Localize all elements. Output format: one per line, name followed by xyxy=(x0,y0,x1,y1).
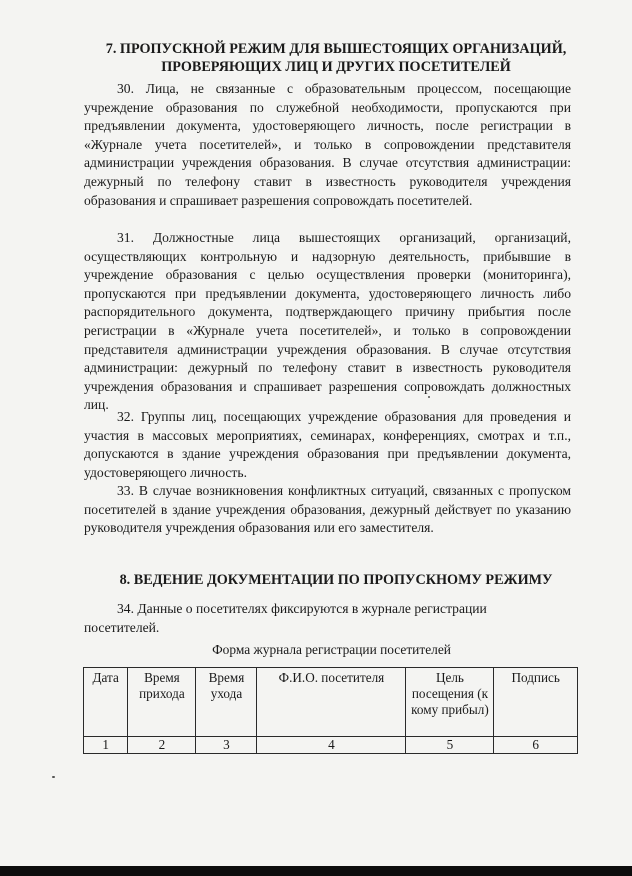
column-number: 5 xyxy=(406,737,494,754)
section-7-heading-line-1: 7. ПРОПУСКНОЙ РЕЖИМ ДЛЯ ВЫШЕСТОЯЩИХ ОРГАНИЗАЦИЙ, xyxy=(105,41,567,57)
header-departure-time: Время ухода xyxy=(196,668,257,737)
section-7-heading xyxy=(60,40,612,76)
column-number: 6 xyxy=(494,737,578,754)
header-visit-purpose: Цель посещения (к кому прибыл) xyxy=(406,668,494,737)
section-8-heading: 8. ВЕДЕНИЕ ДОКУМЕНТАЦИИ ПО ПРОПУСКНОМУ РЕЖИМУ xyxy=(119,572,553,588)
paragraph-32: 32. Группы лиц, посещающих учреждение образования для проведения и участия в массовых мероприятиях, семинарах, конференциях, смотрах и т.п., допускаются в здание учреждения образования при предъявлении документа, удостоверяющего личность. xyxy=(84,409,571,480)
column-number: 1 xyxy=(84,737,128,754)
column-number: 2 xyxy=(128,737,196,754)
paragraph-31: 31. Должностные лица вышестоящих организаций, организаций, осуществляющих контрольную и надзорную деятельность, прибывшие в учреждение образования с целью осуществления проверки (мониторинга), пропускаются при предъявлении документа, удостоверяющего личность либо распорядительного документа, подтверждающего причину прибытия после регистрации в «Журнале учета посетителей», и только в сопровождении представителя администрации учреждения образования. В случае отсутствия администрации: дежурный по телефону ставит в известность руководителя учреждения образования и спрашивает разрешения сопровождать должностных лиц. xyxy=(84,230,571,413)
header-signature: Подпись xyxy=(494,668,578,737)
scan-speck xyxy=(52,776,55,778)
header-arrival-time: Время прихода xyxy=(128,668,196,737)
section-7-heading-line-2: ПРОВЕРЯЮЩИХ ЛИЦ И ДРУГИХ ПОСЕТИТЕЛЕЙ xyxy=(161,59,511,75)
header-date: Дата xyxy=(84,668,128,737)
column-number: 4 xyxy=(257,737,406,754)
header-visitor-name: Ф.И.О. посетителя xyxy=(257,668,406,737)
table-header-row xyxy=(84,668,578,737)
scan-speck xyxy=(428,396,430,398)
column-number: 3 xyxy=(196,737,257,754)
table-caption: Форма журнала регистрации посетителей xyxy=(212,642,451,657)
visitor-log-table xyxy=(83,667,578,754)
paragraph-30: 30. Лица, не связанные с образовательным процессом, посещающие учреждение образования по служебной необходимости, пропускаются при предъявлении документа, удостоверяющего личность, после регистрации в «Журнале учета посетителей», и только в сопровождении представителя администрации учреждения образования. В случае отсутствия администрации: дежурный по телефону ставит в известность руководителя учреждения образования и спрашивает разрешения сопровождать посетителей. xyxy=(84,81,571,208)
paragraph-34: 34. Данные о посетителях фиксируются в журнале регистрации посетителей. xyxy=(84,601,487,635)
scan-bottom-edge xyxy=(0,866,632,876)
paragraph-33: 33. В случае возникновения конфликтных ситуаций, связанных с пропуском посетителей в здание учреждения образования, дежурный действует по указанию руководителя учреждения образования или его заместителя. xyxy=(84,483,571,536)
table-number-row xyxy=(84,737,578,754)
